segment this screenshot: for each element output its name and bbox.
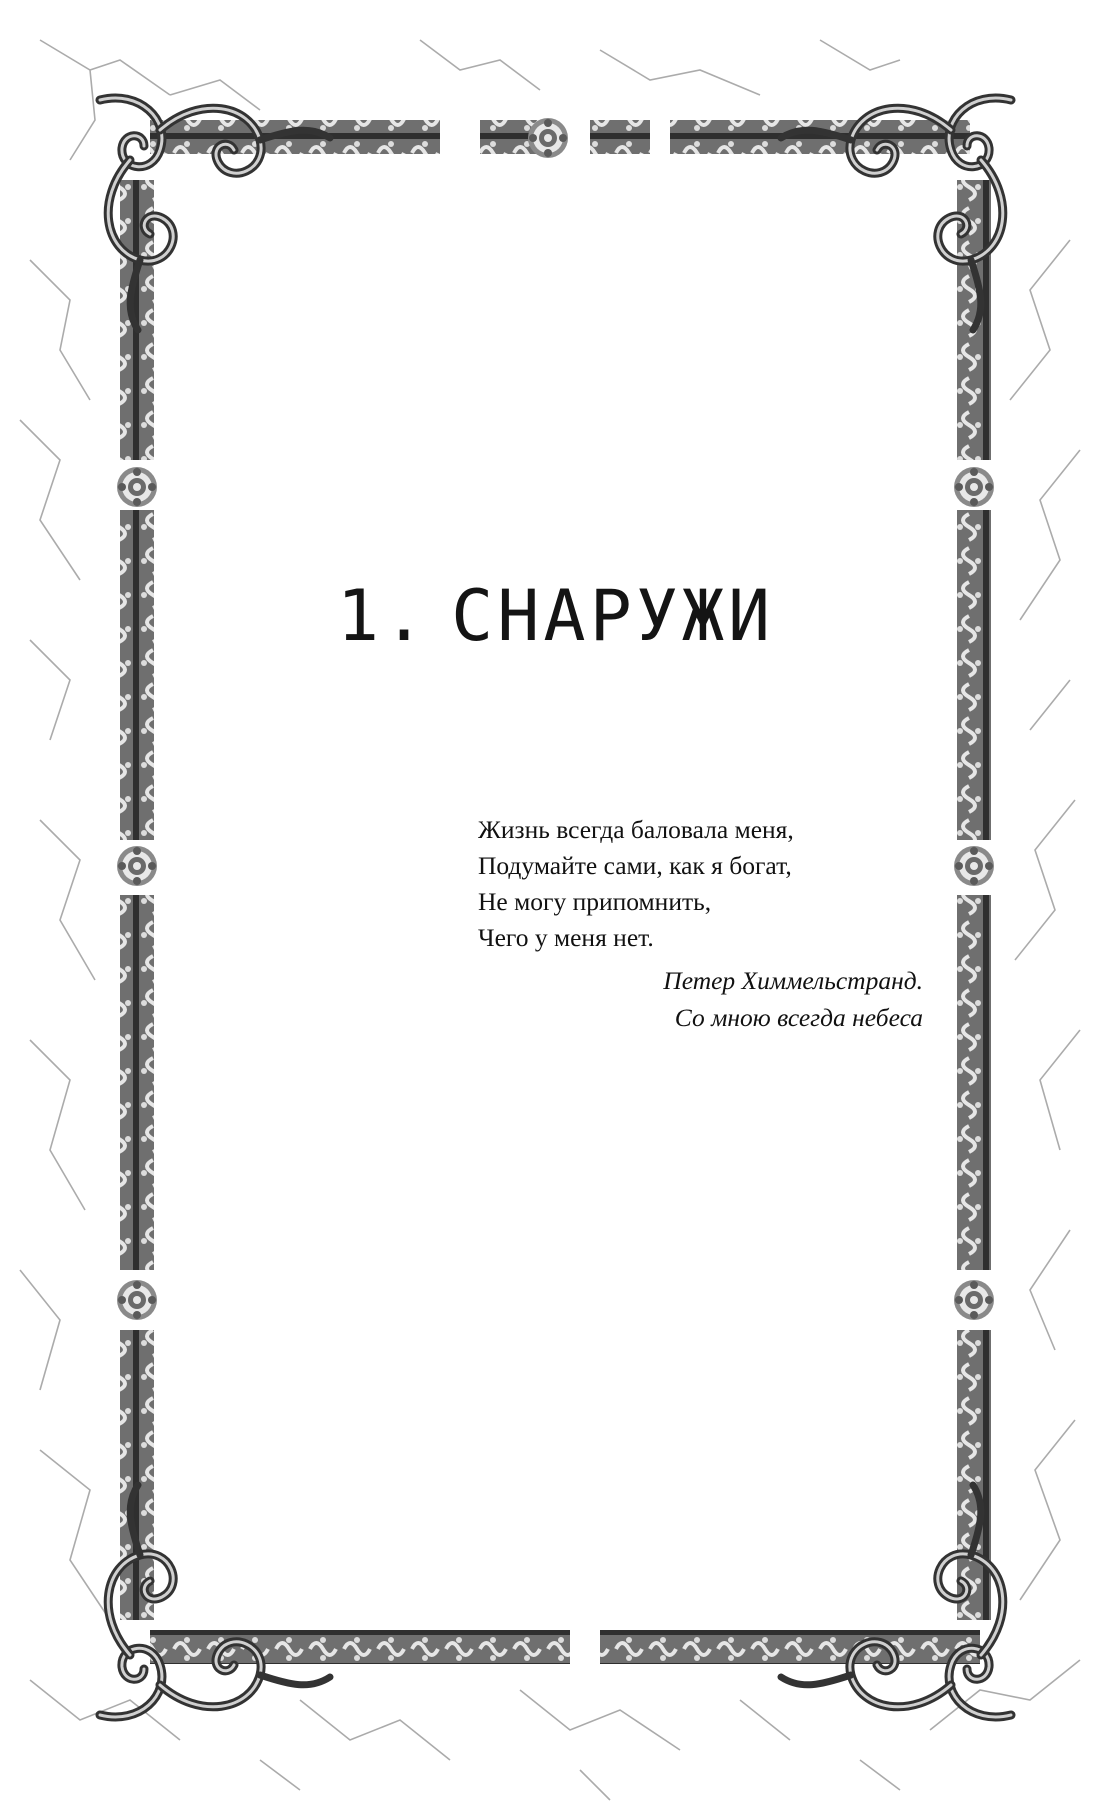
epigraph-line: Подумайте сами, как я богат, [478, 851, 792, 880]
epigraph-line: Чего у меня нет. [478, 923, 654, 952]
attribution-source: Со мною всегда небеса [674, 1003, 923, 1032]
attribution-author: Петер Химмельстранд. [663, 966, 923, 995]
chapter-number: 1. [336, 575, 430, 657]
chapter-heading [0, 575, 1111, 657]
chapter-title: СНАРУЖИ [451, 575, 775, 657]
epigraph-line: Не могу припомнить, [478, 887, 712, 916]
epigraph-line: Жизнь всегда баловала меня, [478, 815, 794, 844]
epigraph-attribution [663, 962, 923, 1036]
epigraph-poem [478, 812, 938, 956]
frame-rosettes [117, 118, 994, 1320]
